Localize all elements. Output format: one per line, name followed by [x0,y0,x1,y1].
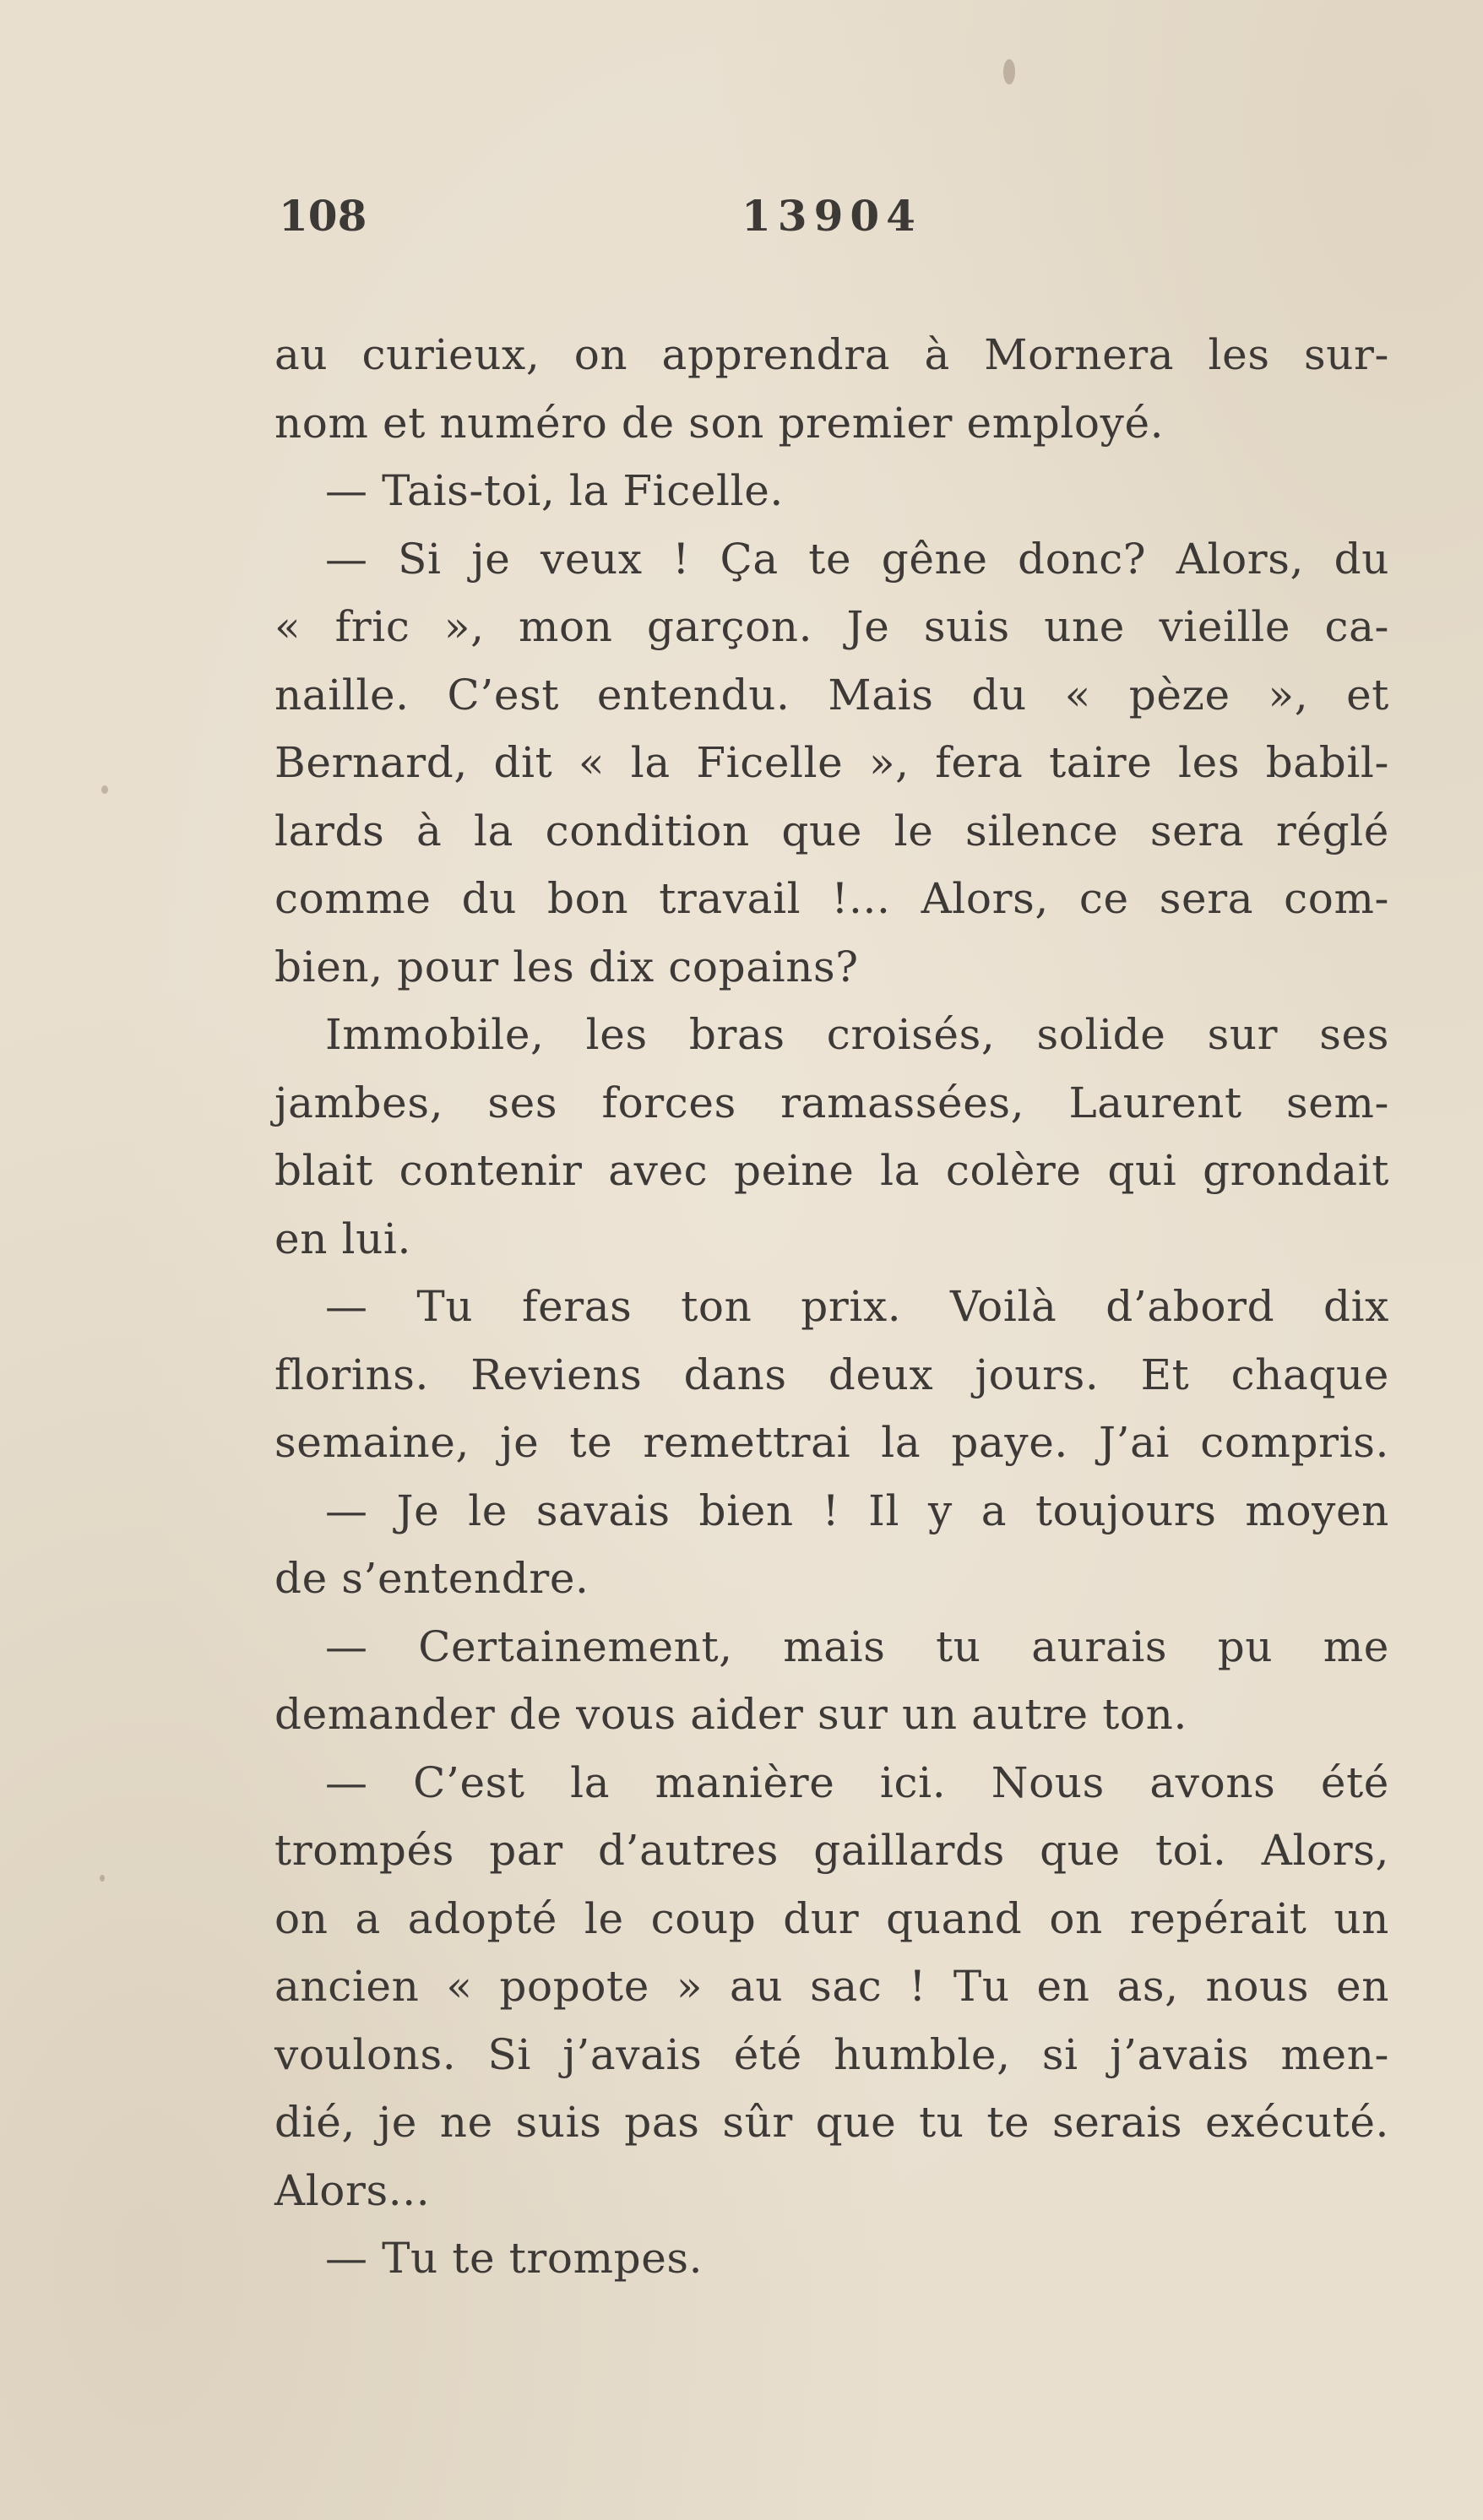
paper-speck [101,785,108,794]
text-line: — Tais-toi, la Ficelle. [325,466,784,515]
text-line: blait contenir avec peine la colère qui grondait [274,1146,1389,1195]
page-number: 108 [279,191,367,241]
text-line: ancien « popote » au sac ! Tu en as, nous en [274,1962,1389,2011]
text-line: voulons. Si j’avais été humble, si j’avais men- [274,2029,1389,2079]
running-title: 13904 [742,191,922,241]
text-line: au curieux, on apprendra à Mornera les sur- [274,330,1389,379]
text-line: semaine, je te remettrai la paye. J’ai compris. [274,1418,1389,1467]
text-line: — Tu feras ton prix. Voilà d’abord dix [325,1282,1389,1331]
body-text [274,321,1389,2293]
text-line: Bernard, dit « la Ficelle », fera taire les babil- [274,738,1389,787]
text-line: jambes, ses forces ramassées, Laurent sem- [274,1078,1389,1127]
text-line: dié, je ne suis pas sûr que tu te serais exécuté. [274,2098,1389,2147]
text-line: — Je le savais bien ! Il y a toujours moyen [325,1485,1389,1535]
text-line: « fric », mon garçon. Je suis une vieille ca- [274,602,1389,651]
text-line: — Tu te trompes. [325,2234,703,2283]
text-line: en lui. [274,1214,411,1263]
text-line: — Si je veux ! Ça te gêne donc? Alors, du [325,534,1389,584]
text-line: demander de vous aider sur un autre ton. [274,1690,1187,1739]
text-line: — C’est la manière ici. Nous avons été [325,1757,1389,1807]
text-line: comme du bon travail !... Alors, ce sera com- [274,874,1389,923]
text-line: — Certainement, mais tu aurais pu me [325,1621,1389,1671]
text-line: lards à la condition que le silence sera réglé [274,806,1389,855]
paper-speck [100,1875,105,1882]
text-line: Alors... [274,2165,431,2215]
text-line: on a adopté le coup dur quand on repérait un [274,1893,1389,1943]
text-line: florins. Reviens dans deux jours. Et chaque [274,1350,1389,1399]
text-line: nom et numéro de son premier employé. [274,398,1165,448]
text-line: trompés par d’autres gaillards que toi. Alors, [274,1826,1389,1875]
text-line: bien, pour les dix copains? [274,942,859,991]
paper-speck [1003,59,1015,84]
page-header [279,191,1393,250]
text-line: de s’entendre. [274,1554,589,1603]
text-line: naille. C’est entendu. Mais du « pèze », et [274,670,1389,720]
text-line: Immobile, les bras croisés, solide sur ses [325,1010,1389,1059]
